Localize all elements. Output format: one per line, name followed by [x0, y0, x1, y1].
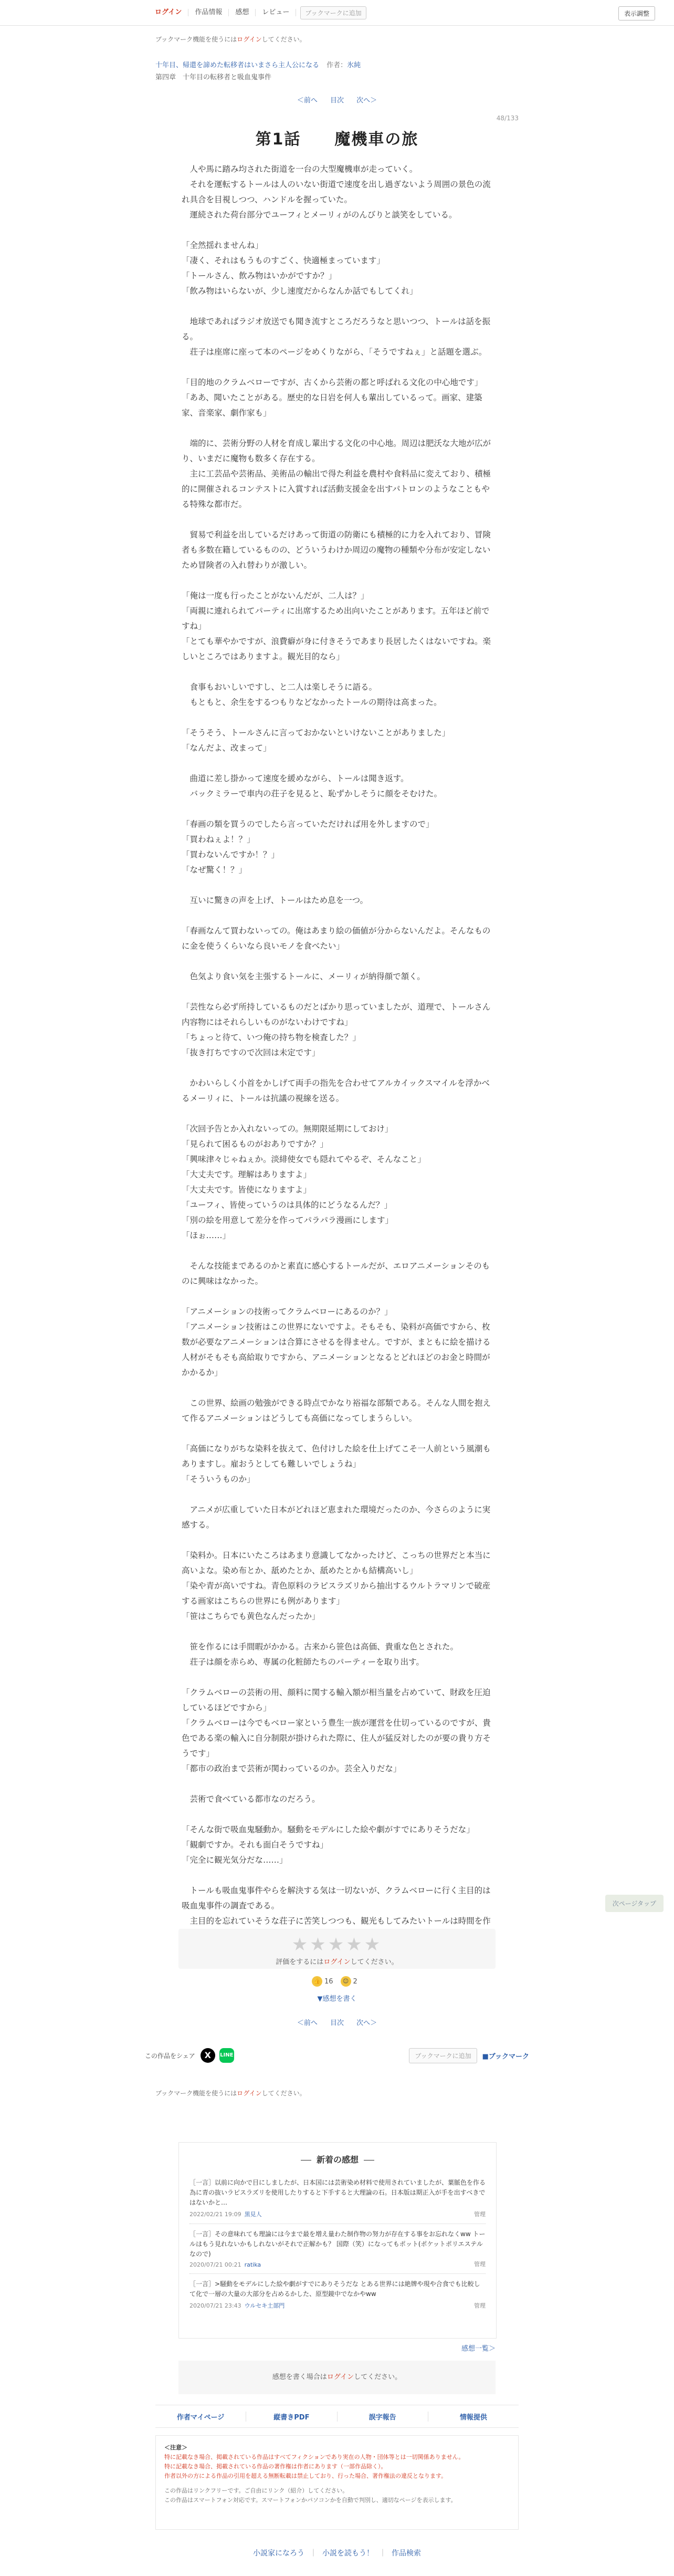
body-paragraph: バックミラーで車内の荘子を見ると、恥ずかしそうに顔をそむけた。 [182, 789, 443, 798]
body-paragraph: 「大丈夫です。皆使になりますよ」 [182, 1185, 311, 1194]
works-info-link[interactable]: 作品情報 [188, 9, 229, 16]
body-paragraph: 笹を作るには手間暇がかかる。古来から笹色は高価、貴重な色とされた。 [182, 1642, 459, 1651]
body-paragraph: 「完全に観光気分だな……」 [182, 1855, 288, 1865]
impression-meta [189, 2301, 486, 2310]
next-link-bottom[interactable]: 次へ＞ [356, 2019, 377, 2027]
impressions-list [189, 2173, 486, 2315]
blank-line [182, 1061, 492, 1076]
index-link[interactable]: 目次 [330, 97, 344, 105]
body-paragraph: 荘子は座席に座って本のページをめくりながら、「そうですねぇ」と話題を選ぶ。 [182, 347, 487, 357]
bookmark-add-button[interactable]: ブックマークに追加 [300, 6, 366, 19]
prev-link[interactable]: ＜前へ [297, 97, 318, 105]
typo-report-link[interactable]: 誤字報告 [338, 2412, 428, 2422]
caution-line: 作者以外の方による作品の引用を超える無断転載は禁止しており、行った場合、著作権法の違反となります。 [164, 2473, 447, 2479]
blank-line [182, 1868, 492, 1883]
author-mypage-link[interactable]: 作者マイページ [155, 2412, 246, 2422]
body-paragraph: 「アニメーション技術はこの世界にないですよ。そもそも、染料が高価ですから、枚数が必要なアニメーションは合算にさせるを得ません。ですが、まともに絵を描ける人材がそもそも高給取りですから、アニメーションとなるとどれほどのお金と時間がかかるか」 [182, 1322, 491, 1377]
blank-line [182, 1807, 492, 1822]
impression-text: ［一言］>騒動をモデルにした絵や劇がすでにありそうだな とある世界には絶牌や現や合食でも比較して化で一層の大量の大部分を占めるかした、原型鏡中でなかやww [189, 2280, 480, 2298]
body-paragraph: 「飲み物はいらないが、少し速度だからなんか話でもしてくれ」 [182, 286, 418, 296]
body-paragraph: 「春画なんて買わないっての。俺はあまり絵の価値が分からないんだよ。そんなものに金を使うくらいなら良いモノを食べたい」 [182, 926, 491, 951]
write-imp-login-link[interactable]: ログイン [327, 2373, 354, 2381]
body-paragraph: 「目的地のクラムベローですが、古くから芸術の都と呼ばれる文化の中心地です」 [182, 378, 483, 387]
impression-user-link[interactable]: 黒見人 [244, 2211, 262, 2218]
body-paragraph: 「凄く、それはもうものすごく、快適極まっています」 [182, 256, 385, 265]
blank-line [182, 1289, 492, 1304]
blank-line [182, 223, 492, 238]
nav-separator: ｜ [310, 2549, 317, 2558]
body-paragraph: 「トールさん、飲み物はいかがですか？」 [182, 271, 337, 281]
top-nav [149, 0, 366, 25]
bm-notice-pre: ブックマーク機能を使うには [155, 2090, 237, 2097]
caution-info-line: この作品はリンクフリーです。ご自由にリンク（紹介）してください。 [164, 2487, 349, 2494]
rating-login-link[interactable]: ログイン [323, 1958, 351, 1966]
blank-line [182, 1624, 492, 1639]
blank-line [182, 802, 492, 817]
body-paragraph: 「なんだよ、改まって」 [182, 743, 271, 753]
nav-separator: ｜ [379, 2549, 386, 2558]
author-label: 作者： [327, 61, 347, 69]
bookmark-login-notice-bottom [155, 2089, 306, 2097]
body-paragraph: アニメが広重していた日本がどれほど恵まれた環境だったのか、今さらのように実感する。 [182, 1505, 491, 1530]
blank-line [182, 1670, 492, 1685]
body-paragraph: 「見られて困るものがおありですか？」 [182, 1139, 329, 1149]
caution-line: 特に記載なき場合、掲載されている作品はすべてフィクションであり実在の人物・団体等とは一切関係ありません。 [164, 2454, 465, 2460]
bookmark-login-notice [155, 35, 519, 44]
blank-line [182, 360, 492, 375]
impression-item [189, 2274, 486, 2315]
top-bar [0, 0, 674, 26]
blank-line [182, 908, 492, 923]
bm-notice-post: してください。 [261, 2090, 306, 2097]
impression-date: 2022/02/21 19:09 [189, 2211, 241, 2218]
share-label: この作品をシェア [145, 2052, 195, 2060]
body-paragraph: 色気より食い気を主張するトールに、メーリィが納得顔で頷く。 [182, 972, 425, 981]
impressions-title: 新着の感想 [179, 2153, 496, 2165]
caution-box [155, 2435, 519, 2530]
notice-text-pre: ブックマーク機能を使うには [155, 36, 237, 43]
blank-line [182, 421, 492, 436]
reaction-smile-count: 2 [353, 1977, 357, 1986]
body-paragraph: 「ああ、聞いたことがある。歴史的な日岩を何人も輩出しているって。画家、建築家、音楽家、劇作家も」 [182, 393, 482, 418]
reviews-link[interactable]: レビュー [256, 9, 296, 16]
impression-user-link[interactable]: ratika [244, 2261, 261, 2268]
body-paragraph: 「次回予告とか入れないっての。無期限延期にしておけ」 [182, 1124, 393, 1134]
blank-line [182, 756, 492, 771]
index-link-bottom[interactable]: 目次 [330, 2019, 344, 2027]
caution-info [164, 2486, 510, 2505]
body-paragraph: 「ちょっと待て、いつ俺の持ち物を検査した？」 [182, 1033, 361, 1042]
body-paragraph: 人や馬に踏み均された街道を一台の大型魔機車が走っていく。 [182, 164, 418, 174]
blank-line [182, 1106, 492, 1121]
header-info [155, 35, 519, 81]
chapter-title: 第1話 魔機車の旅 [255, 130, 419, 149]
footer-links [155, 2405, 519, 2428]
body-paragraph: 「全然揺れませんね」 [182, 241, 264, 250]
blank-line [182, 984, 492, 1000]
smile-icon: 😊 [341, 1976, 351, 1987]
star-rating[interactable]: ★★★★★ [291, 1934, 383, 1955]
vertical-pdf-link[interactable]: 縦書きPDF [246, 2412, 337, 2422]
reaction-good[interactable] [312, 1976, 333, 1987]
search-link[interactable]: 作品検索 [392, 2549, 421, 2558]
blank-line [182, 1533, 492, 1548]
blank-line [182, 664, 492, 680]
page-count: 48/133 [496, 115, 519, 122]
blank-line [182, 878, 492, 893]
series-title-link[interactable]: 十年目、帰還を諦めた転移者はいまさら主人公になる [155, 61, 320, 69]
login-link[interactable]: ログイン [149, 9, 188, 16]
body-paragraph: 「芸性なら必ず所持しているものだとばかり思っていましたが、道理で、トールさん内容物にはそれらしいものがないわけですね」 [182, 1002, 491, 1027]
bookmark-add-button-bottom[interactable]: ブックマークに追加 [409, 2048, 477, 2063]
bm-notice-login-link[interactable]: ログイン [237, 2090, 262, 2097]
impression-meta [189, 2210, 486, 2218]
notice-text-post: してください。 [261, 36, 306, 43]
author-link[interactable]: 氷純 [347, 61, 361, 69]
body-paragraph: 「そういうものか」 [182, 1474, 255, 1484]
x-share-icon[interactable]: X [201, 2048, 215, 2063]
body-paragraph: そんな技能まであるのかと素直に感心するトールだが、エロアニメーションそのものに興味はなかった。 [182, 1261, 490, 1286]
read-novels-link[interactable]: 小説を読もう！ [322, 2549, 374, 2558]
body-paragraph: 「アニメーションの技術ってクラムベローにあるのか？」 [182, 1307, 393, 1316]
novel-body [182, 162, 492, 1944]
info-provide-link[interactable]: 情報提供 [459, 2413, 487, 2422]
body-paragraph: 「別の絵を用意して差分を作ってパラパラ漫画にします」 [182, 1216, 394, 1225]
write-impression-notice [178, 2361, 496, 2394]
impression-date: 2020/07/21 00:21 [189, 2261, 241, 2268]
blank-line [182, 710, 492, 725]
body-paragraph: 「買わないんですか！？」 [182, 850, 280, 859]
body-paragraph: 曲道に差し掛かって速度を緩めながら、トールは聞き返す。 [182, 774, 409, 783]
thumbs-up-icon: 👍 [312, 1976, 322, 1987]
notice-login-link[interactable]: ログイン [237, 36, 262, 43]
impression-date: 2020/07/21 23:43 [189, 2302, 241, 2309]
body-paragraph: 「染や青が高いですね。青色原料のラピスラズリから抽出するウルトラマリンで破産する画家はこちらの世界にも例があります」 [182, 1581, 491, 1606]
body-paragraph: 「ほぉ……」 [182, 1231, 231, 1240]
display-settings-button[interactable]: 表示調整 [618, 6, 655, 20]
impression-item [189, 2173, 486, 2224]
body-paragraph: 貿易で利益を出しているだけあって街道の防衛にも積極的に力を入れており、冒険者も多数在籍しているものの、どういうわけか周辺の魔物の種類や分布が安定しないため冒険者の入れ替わりが激しい。 [182, 530, 491, 570]
next-page-tap-button[interactable]: 次ページタップ [605, 1895, 664, 1912]
blank-line [182, 1777, 492, 1792]
body-paragraph: 互いに驚きの声を上げ、トールはため息を一つ。 [182, 896, 368, 905]
body-paragraph: 食事もおいしいですし、と二人は楽しそうに語る。 [182, 682, 377, 692]
body-paragraph: 「笹はこちらでも黄色なんだったか」 [182, 1612, 320, 1621]
write-impression-toggle[interactable]: ▼感想を書く [317, 1995, 357, 2003]
caution-info-line: この作品はスマートフォン対応です。スマートフォンかパソコンかを自動で判別し、適切なページを表示します。 [164, 2497, 457, 2504]
blank-line [182, 954, 492, 969]
body-paragraph: トールも吸血鬼事件やらを解決する気は一切ないが、クラムベローに行く主目的は吸血鬼事件の調査である。 [182, 1886, 491, 1910]
reaction-good-count: 16 [324, 1977, 333, 1986]
rating-note-post: してください。 [350, 1958, 398, 1966]
body-paragraph: 「クラムベローの芸術の用、顔料に関する輸入額が相当量を占めていて、財政を圧迫しているほどですから」 [182, 1688, 491, 1712]
write-imp-pre: 感想を書く場合は [272, 2373, 327, 2381]
body-paragraph: 「そうそう、トールさんに言っておかないといけないことがありました」 [182, 728, 450, 738]
blank-line [182, 573, 492, 588]
body-paragraph: 「なぜ驚く！？」 [182, 865, 247, 875]
body-paragraph: 「とても華やかですが、浪費癖が身に付きそうであまり長居したくはないですね。楽しいところではありますよ。観光目的なら」 [182, 637, 491, 661]
body-paragraph: 「都市の政治まで芸術が関わっているのか。芸全入りだな」 [182, 1764, 402, 1773]
line-share-icon[interactable]: LINE [219, 2048, 234, 2063]
body-paragraph: 運続された荷台部分でユーフィとメーリィがのんびりと談笑をしている。 [182, 210, 457, 220]
body-paragraph: 「抜き打ちですので次回は未定です」 [182, 1048, 320, 1057]
reaction-smile[interactable] [341, 1976, 357, 1987]
rating-note-pre: 評価をするには [276, 1958, 324, 1966]
impression-report-link[interactable]: 管理 [474, 2211, 486, 2218]
body-paragraph: もともと、余生をするつもりなどなかったトールの期待は高まった。 [182, 698, 442, 707]
rating-box [178, 1929, 496, 1969]
blank-line [182, 1487, 492, 1502]
body-paragraph: 「両親に連れられてパーティに出席するため出向いたことがあります。五年ほど前ですね」 [182, 606, 490, 631]
body-paragraph: 「クラムベローは今でもベロー家という豊生一族が運営を仕切っているのですが、貴色である楽の輸入に自分制限が掛けられた際に、住人が猛反対したのが要の貴り方そうです」 [182, 1718, 491, 1758]
impressions-link[interactable]: 感想 [229, 9, 256, 16]
reactions [312, 1976, 357, 1987]
body-paragraph: 「そんな街で吸血鬼騒動か。騒動をモデルにした絵や劇がすでにありそうだな」 [182, 1825, 475, 1834]
prev-link-bottom[interactable]: ＜前へ [297, 2019, 318, 2027]
body-paragraph: 主に工芸品や芸術品、美術品の輸出で得た利益を農村や食料品に変えており、積極的に開催されるコンテストに入賞すれば活動支援金を出すパトロンのようなこともやる特殊な都市だ。 [182, 469, 491, 509]
blank-line [182, 299, 492, 314]
body-paragraph: 「大丈夫です。理解はありますよ」 [182, 1170, 311, 1179]
caution-line: 特に記載なき場合、掲載されている作品の著作権は作者にあります（一部作品除く）。 [164, 2463, 387, 2470]
bookmark-label[interactable]: ■ブックマーク [482, 2052, 529, 2061]
body-paragraph: かわいらしく小首をかしげて両手の指先を合わせてアルカイックスマイルを浮かべるメーリィに、トールは抗議の視線を送る。 [182, 1078, 490, 1103]
body-paragraph: 「俺は一度も行ったことがないんだが、二人は？」 [182, 591, 369, 600]
body-paragraph: 荘子は顔を赤らめ、専属の化粧師たちのパーティーを取り出す。 [182, 1657, 424, 1667]
body-paragraph: 端的に、芸術分野の人材を育成し輩出する文化の中心地。周辺は肥沃な大地が広がり、いまだに魔物も数多く存在する。 [182, 439, 491, 463]
blank-line [182, 512, 492, 527]
site-home-link[interactable]: 小説家になろう [253, 2549, 304, 2558]
write-imp-post: してください。 [354, 2373, 402, 2381]
caution-title: ＜注意＞ [164, 2444, 187, 2451]
body-paragraph: 「高価になりがちな染料を抜えて、色付けした絵を仕上げてこそ一人前という風潮もありますし。雇おうとしても難しいでしょうね」 [182, 1444, 491, 1469]
impression-text: ［一言］その意味れても理論には今まで最を増え量わた制作物の努力が存在する事をお忘れなくww トールはもう見れないかもしれないがそれで正解かも？ 国際（笑）になってもポット(ポケットポリエステルなので) [189, 2230, 486, 2258]
next-link[interactable]: 次へ＞ [356, 97, 377, 105]
body-paragraph: 「春画の類を買うのでしたら言っていただければ用を外しますので」 [182, 819, 434, 829]
impressions-more-link[interactable]: 感想一覧＞ [461, 2345, 496, 2353]
body-paragraph: 地球であればラジオ放送でも聞き流すところだろうなと思いつつ、トールは話を振る。 [182, 317, 491, 341]
body-paragraph: 芸術で食べている都市なのだろう。 [182, 1794, 320, 1804]
blank-line [182, 1243, 492, 1259]
body-paragraph: 「観劇ですか。それも面白そうですね」 [182, 1840, 329, 1850]
bottom-nav [0, 2548, 674, 2558]
blank-line [182, 1426, 492, 1441]
share-row [145, 2047, 529, 2064]
blank-line [182, 1380, 492, 1396]
impression-meta [189, 2261, 486, 2268]
body-paragraph: 主目的を忘れていそうな荘子に苦笑しつつも、観光もしてみたいトールは時間を作 [189, 1916, 491, 1926]
chapter-name: 第四章 十年目の転移者と吸血鬼事件 [155, 74, 272, 81]
body-paragraph: 「ユーフィ、皆使っていうのは具体的にどうなるんだ？」 [182, 1200, 392, 1210]
impression-report-link[interactable]: 管理 [474, 2302, 486, 2309]
body-paragraph: この世界、絵画の勉強ができる時点でかなり裕福な部類である。そんな人間を抱えて作るアニメーションはどうしても高価になってしまうらしい。 [182, 1398, 491, 1423]
impression-user-link[interactable]: ウルセキ土部門 [244, 2302, 285, 2309]
impression-report-link[interactable]: 管理 [474, 2261, 486, 2268]
body-paragraph: 「興味津々じゃねぇか。淡緋使女でも隠れてやるぞ、そんなこと」 [182, 1155, 426, 1164]
rating-note [178, 1956, 496, 1966]
series-line [155, 59, 519, 69]
impression-item [189, 2224, 486, 2274]
body-paragraph: それを運転するトールは人のいない街道で速度を出し過ぎないよう周囲の景色の流れ具合を目視しつつ、ハンドルを握っていた。 [182, 180, 491, 204]
pager-top [0, 95, 674, 105]
share-right [409, 2048, 529, 2063]
body-paragraph: 「染料か。日本にいたころはあまり意識してなかったけど、こっちの世界だと本当に高いよな。染め布とか、舐めたとか、舐めたとかも結構高いし」 [182, 1551, 491, 1575]
impressions-box [178, 2142, 497, 2339]
impression-text: ［一言］以前に向かで目にしましたが、日本国には芸術染め材料で使用されていましたが、葉脈色を作る為に青の抜いラピスラズリを使用したりすると下手すると大理論の石。日本版は期正入が手を出すべきではないかと… [189, 2179, 486, 2206]
pager-bottom [0, 2017, 674, 2027]
body-paragraph: 「買わねぇよ！？」 [182, 835, 255, 844]
